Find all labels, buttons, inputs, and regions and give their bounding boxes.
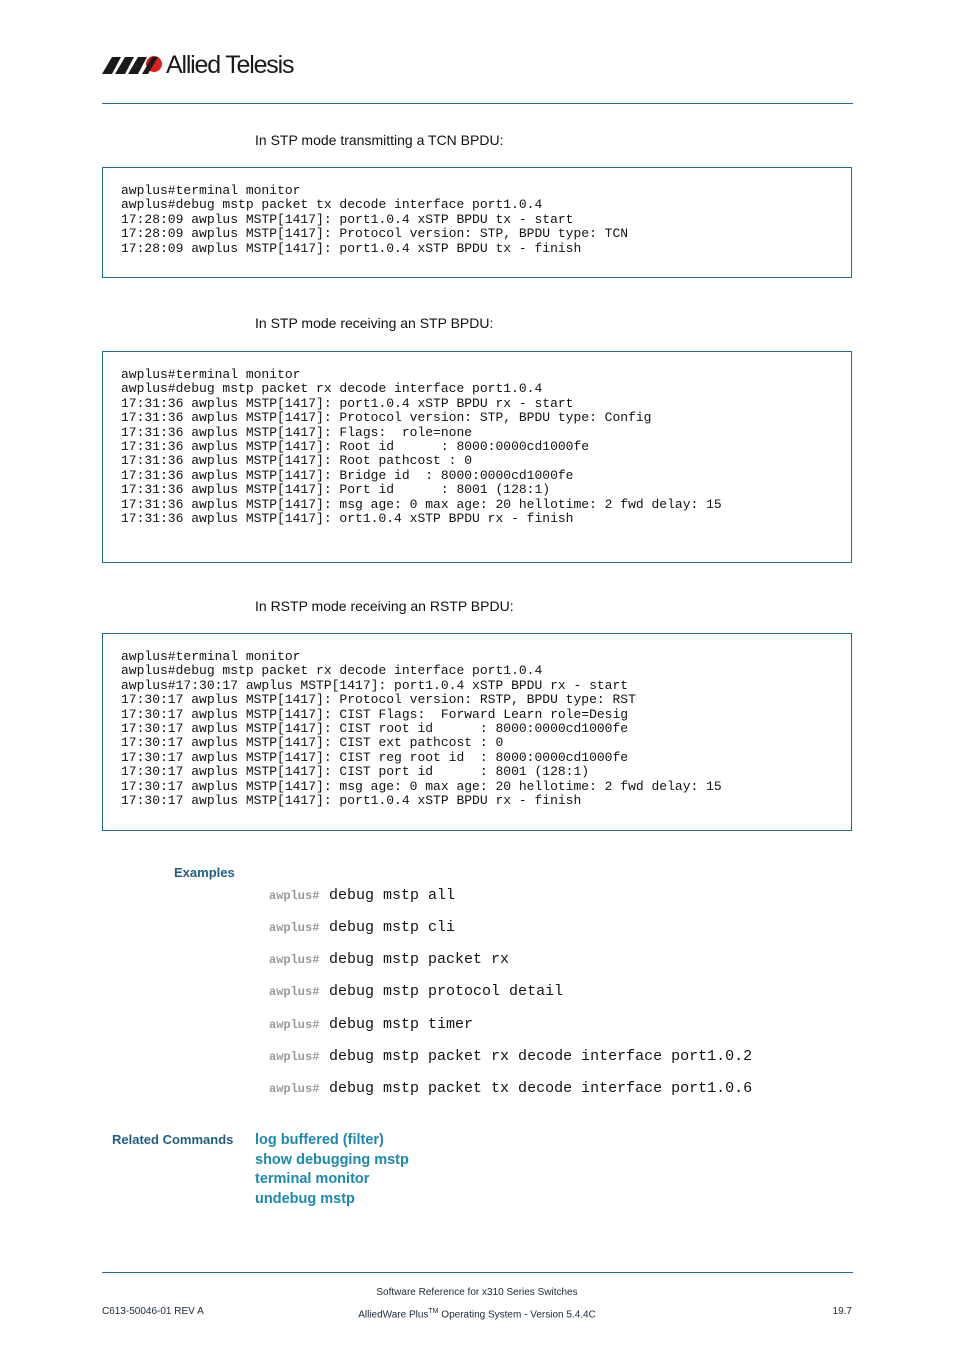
example-line	[269, 982, 563, 1001]
footer-rule	[102, 1272, 853, 1273]
related-link-terminal-monitor[interactable]: terminal monitor	[255, 1171, 370, 1187]
example-prompt: awplus#	[269, 921, 320, 935]
section-intro: In RSTP mode receiving an RSTP BPDU:	[255, 598, 514, 614]
code-text: awplus#terminal monitor awplus#debug mstp packet tx decode interface port1.0.4 17:28:09 awplus MSTP[1417]: port1.0.4 xSTP BPDU tx - start 17:28:09 awplus MSTP[1417]: Protocol version: STP, BPDU type: TCN 17:28:09 awplus MSTP[1417]: port1.0.4 xSTP BPDU tx - finish	[121, 183, 629, 256]
section-intro: In STP mode receiving an STP BPDU:	[255, 315, 494, 331]
code-block	[102, 351, 852, 563]
example-line	[269, 1047, 752, 1066]
related-link-undebug-mstp[interactable]: undebug mstp	[255, 1190, 355, 1207]
logo-text: Allied Telesis	[166, 51, 294, 79]
related-link-log-buffered[interactable]: log buffered (filter)	[255, 1132, 384, 1148]
footer-doc-id: C613-50046-01 REV A	[102, 1306, 204, 1317]
example-prompt: awplus#	[269, 1082, 320, 1096]
example-command: debug mstp protocol detail	[329, 983, 564, 1000]
section-intro: In STP mode transmitting a TCN BPDU:	[255, 132, 504, 148]
example-line	[269, 918, 455, 937]
example-prompt: awplus#	[269, 889, 320, 903]
example-prompt: awplus#	[269, 1018, 320, 1032]
footer-trademark: TM	[428, 1308, 439, 1315]
related-commands-list	[255, 1131, 409, 1209]
example-prompt: awplus#	[269, 985, 320, 999]
example-line	[269, 1079, 752, 1098]
footer-page-number: 19.7	[832, 1306, 852, 1317]
example-line	[269, 950, 509, 969]
logo-mark-icon	[102, 50, 166, 80]
example-prompt: awplus#	[269, 1050, 320, 1064]
related-link-show-debugging-mstp[interactable]: show debugging mstp	[255, 1151, 409, 1168]
code-text: awplus#terminal monitor awplus#debug mstp packet rx decode interface port1.0.4 awplus#17:30:17 awplus MSTP[1417]: port1.0.4 xSTP BPDU rx - start 17:30:17 awplus MSTP[1417]: Protocol version: RSTP, BPDU type: RST 17:30:17 awplus MSTP[1417]: CIST Flags: Forward Learn role=Desig 17:30:17 awplus MSTP[1417]: CIST root id : 8000:0000cd1000fe 17:30:17 awplus MSTP[1417]: CIST ext pathcost : 0 17:30:17 awplus MSTP[1417]: CIST reg root id : 8000:0000cd1000fe 17:30:17 awplus MSTP[1417]: CIST port id : 8001 (128:1) 17:30:17 awplus MSTP[1417]: msg age: 0 max age: 20 hellotime: 2 fwd delay: 15 17:30:17 awplus MSTP[1417]: port1.0.4 xSTP BPDU rx - finish	[121, 649, 722, 809]
example-command: debug mstp packet tx decode interface port1.0.6	[329, 1080, 753, 1097]
example-line	[269, 886, 455, 905]
code-block	[102, 167, 852, 278]
example-command: debug mstp all	[329, 887, 456, 904]
example-prompt: awplus#	[269, 953, 320, 967]
code-text: awplus#terminal monitor awplus#debug mstp packet rx decode interface port1.0.4 17:31:36 awplus MSTP[1417]: port1.0.4 xSTP BPDU rx - start 17:31:36 awplus MSTP[1417]: Protocol version: STP, BPDU type: Config 17:31:36 awplus MSTP[1417]: Flags: role=none 17:31:36 awplus MSTP[1417]: Root id : 8000:0000cd1000fe 17:31:36 awplus MSTP[1417]: Root pathcost : 0 17:31:36 awplus MSTP[1417]: Bridge id : 8000:0000cd1000fe 17:31:36 awplus MSTP[1417]: Port id : 8001 (128:1) 17:31:36 awplus MSTP[1417]: msg age: 0 max age: 20 hellotime: 2 fwd delay: 15 17:31:36 awplus MSTP[1417]: ort1.0.4 xSTP BPDU rx - finish	[121, 367, 722, 527]
examples-label: Examples	[174, 865, 235, 880]
header-rule	[102, 103, 853, 104]
example-command: debug mstp cli	[329, 919, 456, 936]
footer-product: AlliedWare Plus	[358, 1309, 429, 1321]
related-commands-label: Related Commands	[112, 1132, 234, 1147]
footer-version: Operating System - Version 5.4.4C	[438, 1309, 596, 1321]
code-block	[102, 633, 852, 831]
example-command: debug mstp timer	[329, 1016, 474, 1033]
example-command: debug mstp packet rx decode interface port1.0.2	[329, 1048, 753, 1065]
example-command: debug mstp packet rx	[329, 951, 510, 968]
footer-title: Software Reference for x310 Series Switches	[376, 1287, 578, 1298]
example-line	[269, 1015, 473, 1034]
